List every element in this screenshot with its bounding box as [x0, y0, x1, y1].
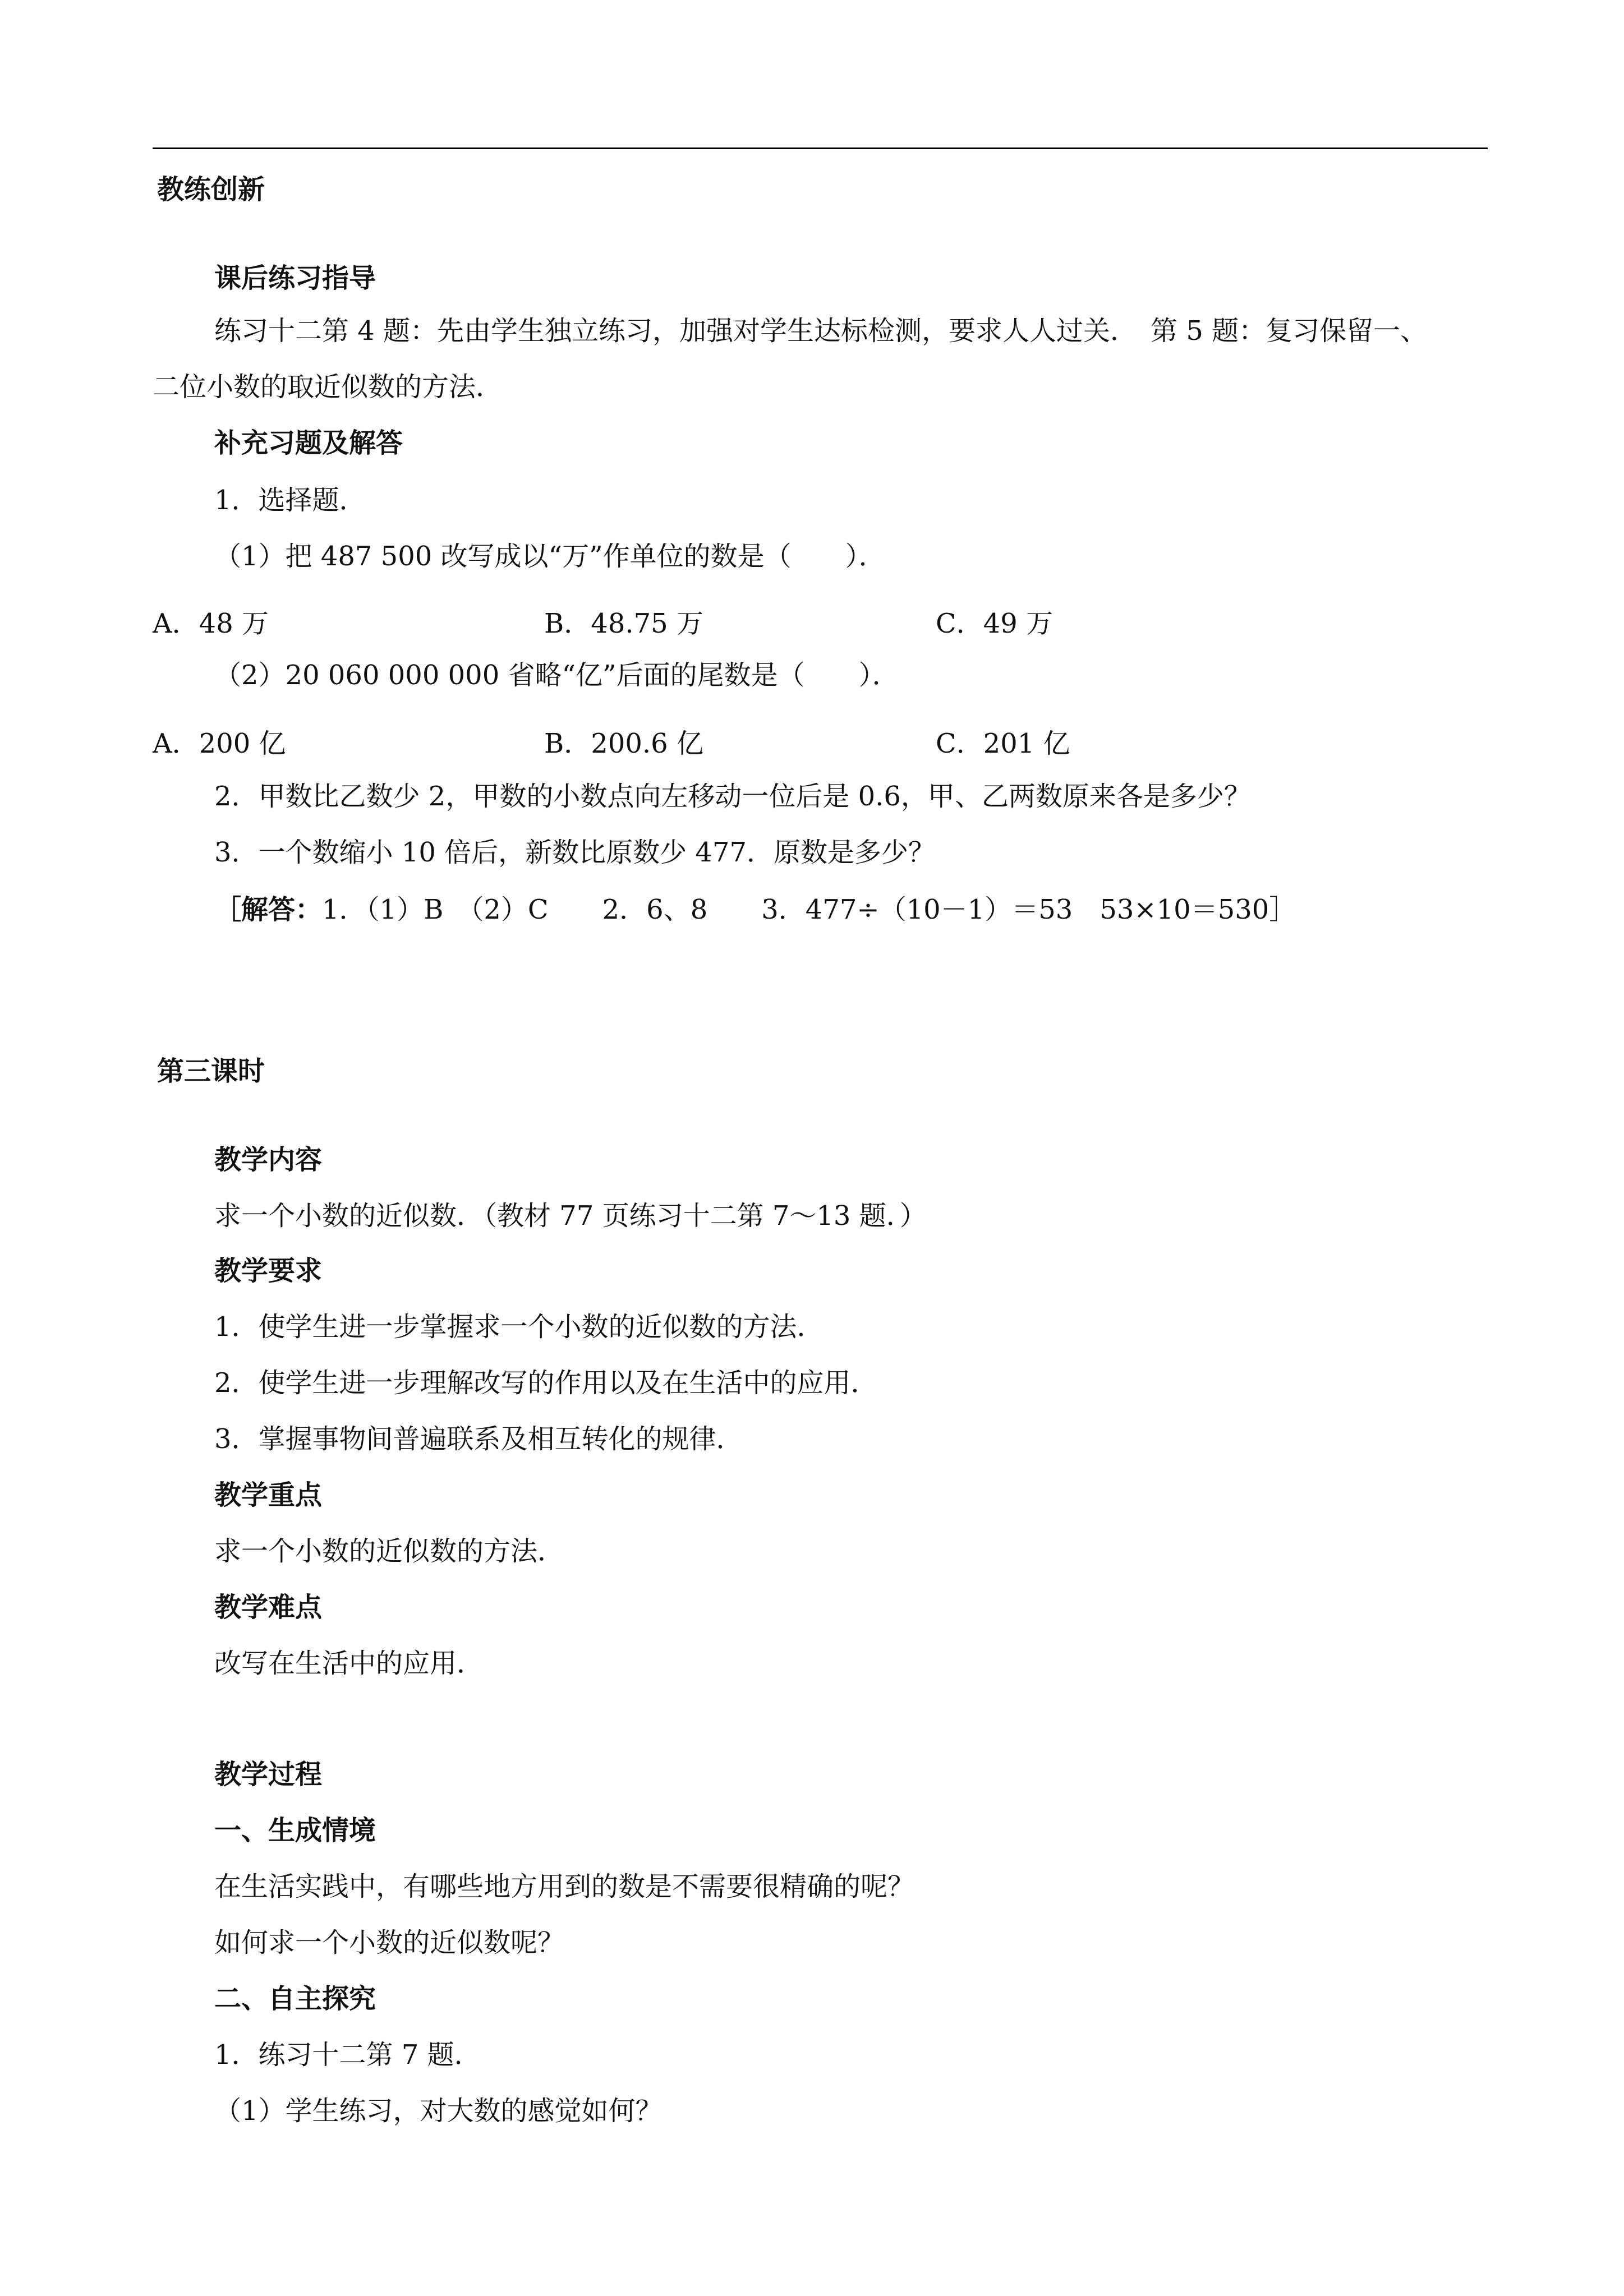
option-1-1-b: B．48.75 万 [544, 608, 703, 639]
difficult-point-text: 改写在生活中的应用． [214, 1648, 484, 1679]
question-1-2: （2）20 060 000 000 省略“亿”后面的尾数是（ ）． [214, 660, 899, 691]
key-point-heading: 教学重点 [214, 1479, 323, 1511]
difficult-point-heading: 教学难点 [214, 1592, 323, 1623]
answer-label: ［解答： [214, 894, 323, 925]
requirement-item: 2．使学生进一步理解改写的作用以及在生活中的应用． [214, 1367, 878, 1399]
key-point-text: 求一个小数的近似数的方法． [214, 1536, 565, 1567]
practice-text-line2: 二位小数的取近似数的方法． [153, 371, 503, 403]
teaching-content-heading: 教学内容 [214, 1144, 323, 1175]
option-1-1-c: C．49 万 [936, 608, 1053, 639]
part-1-line: 如何求一个小数的近似数呢？ [214, 1927, 565, 1958]
option-1-1-a: A．48 万 [153, 608, 269, 639]
option-1-2-a: A．200 亿 [153, 728, 286, 759]
practice-heading: 课后练习指导 [214, 262, 376, 294]
question-1-1: （1）把 487 500 改写成以“万”作单位的数是（ ）． [214, 541, 886, 572]
practice-text-line1: 练习十二第 4 题：先由学生独立练习，加强对学生达标检测，要求人人过关． 第 5 题：复习保留一、 [214, 315, 1428, 347]
answer-line [214, 893, 1296, 926]
answer-text: 1．（1）B （2）C 2．6、8 3．477÷（10－1）＝53 53×10＝530］ [322, 894, 1296, 925]
teaching-process-heading: 教学过程 [214, 1759, 323, 1790]
header-rule [153, 147, 1488, 149]
section-title-training: 教练创新 [157, 174, 265, 205]
part-2-line: （1）学生练习，对大数的感觉如何？ [214, 2095, 663, 2127]
question-2: 2．甲数比乙数少 2，甲数的小数点向左移动一位后是 0.6，甲、乙两数原来各是多少？ [214, 781, 1251, 812]
requirement-item: 1．使学生进一步掌握求一个小数的近似数的方法． [214, 1311, 824, 1343]
teaching-requirements-heading: 教学要求 [214, 1255, 323, 1287]
requirement-item: 3．掌握事物间普遍联系及相互转化的规律． [214, 1423, 743, 1455]
teaching-content-text: 求一个小数的近似数．（教材 77 页练习十二第 7～13 题．） [214, 1200, 927, 1232]
question-1: 1．选择题． [214, 485, 366, 516]
part-1-line: 在生活实践中，有哪些地方用到的数是不需要很精确的呢？ [214, 1871, 915, 1902]
part-1-heading: 一、生成情境 [214, 1815, 376, 1846]
supplement-heading: 补充习题及解答 [214, 427, 403, 459]
part-2-heading: 二、自主探究 [214, 1983, 376, 2014]
section-title-third-lesson: 第三课时 [157, 1055, 265, 1087]
option-1-2-b: B．200.6 亿 [544, 728, 703, 759]
option-1-2-c: C．201 亿 [936, 728, 1070, 759]
part-2-line: 1．练习十二第 7 题． [214, 2039, 481, 2071]
question-3: 3．一个数缩小 10 倍后，新数比原数少 477．原数是多少？ [214, 837, 936, 868]
